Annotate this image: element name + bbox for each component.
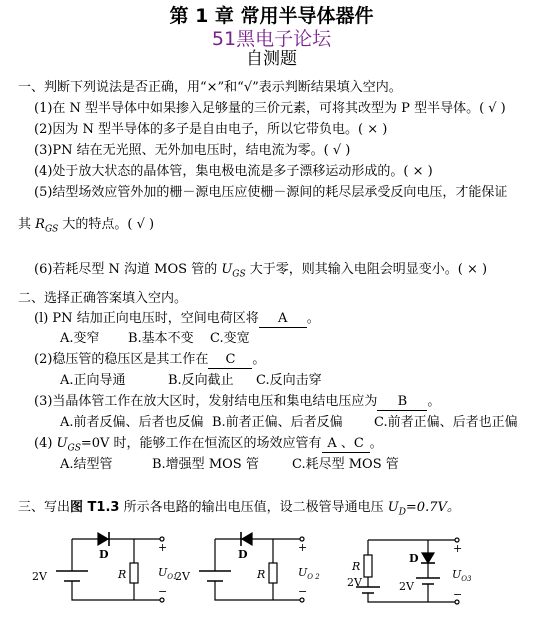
c2-output: $U_{O 2}$ [298,566,320,581]
s3-heading-mid: 所示各电路的输出电压值，设二极管导通电压 [119,500,388,515]
q4-ugs-symbol: U [56,436,68,451]
q1-stem: (l) PN 结加正向电压时，空间电荷区将 [34,311,259,326]
ugs-symbol: U [221,262,233,277]
circuit-figures [0,520,543,617]
q2-option-a: A.正向导通 [60,373,126,388]
ud-value: =0.7V。 [405,500,460,515]
diode-2-icon [242,533,252,545]
q4-option-c: C.耗尽型 MOS 管 [292,457,399,472]
c3-diode-label: D [409,552,419,565]
q4-option-a: A.结型管 [60,457,113,472]
c3-source-2: 2V [399,580,414,593]
q4-end: 。 [369,436,383,451]
q4-ugs-subscript: GS [67,443,81,454]
q2-option-c: C.反向击穿 [256,373,322,388]
c1-diode-label: D [99,548,109,561]
c3-resistor-label: R [352,560,361,573]
s3-heading-pre: 三、写出 [18,500,71,515]
judge-item-5-cont [18,217,154,238]
choice-q1 [34,311,320,328]
q3-option-b: B.前者正偏、后者反偏 [212,415,343,430]
ud-subscript: D [398,507,406,518]
c2-diode-label: D [238,548,248,561]
item5-prefix: 其 [18,217,36,232]
c1-resistor-label: R [118,568,127,581]
q2-end: 。 [252,352,266,367]
rgs-symbol: R [35,217,45,232]
diode-3-icon [422,553,434,563]
item6-prefix: (6)若耗尽型 N 沟道 MOS 管的 [34,262,222,277]
c1-source: 2V [32,570,47,583]
c2-minus: − [298,585,308,598]
item6-suffix: 大于零，则其输入电阻会明显变小。( × ) [245,262,488,277]
circuit-1 [56,532,164,602]
circuit-2 [199,532,304,602]
c2-source: 2V [175,570,190,583]
judge-item-5: (5)结型场效应管外加的栅－源电压应使栅－源间的耗尽层承受反向电压，才能保证 [34,185,508,200]
judge-item-3: (3)PN 结在无光照、无外加电压时，结电流为零。( √ ) [34,143,351,158]
c3-plus: + [453,542,463,555]
ud-symbol: U [387,500,399,515]
judge-item-4: (4)处于放大状态的晶体管，集电极电流是多子漂移运动形成的。( × ) [34,164,433,179]
c1-output: $U_{O1}$ [158,566,178,581]
choice-q2 [34,352,265,369]
item5-suffix: 大的特点。( √ ) [58,217,155,232]
figure-ref: 图 T1.3 [70,500,120,515]
q1-option-c: C.变宽 [210,331,250,346]
rgs-subscript: GS [44,224,59,235]
q3-end: 。 [427,394,441,409]
subtitle: 自测题 [246,49,297,69]
c1-plus: + [158,541,168,554]
q2-option-b: B.反向截止 [168,373,234,388]
q4-stem-mid: =0V 时，能够工作在恒流区的场效应管有 [80,436,322,451]
q3-option-c: C.前者正偏、后者也正偏 [374,415,518,430]
c2-plus: + [298,541,308,554]
q4-answer: A 、C [322,436,370,453]
diode-1-icon [98,533,108,545]
c3-minus: − [453,588,463,601]
q4-option-b: B.增强型 MOS 管 [152,457,259,472]
section2-heading: 二、选择正确答案填入空内。 [18,291,188,306]
circuit-3 [356,538,459,604]
judge-item-2: (2)因为 N 型半导体的多子是自由电子，所以它带负电。( × ) [34,122,388,137]
c3-source-1: 2V [347,576,362,589]
chapter-title: 第 1 章 常用半导体器件 [169,5,374,27]
forum-name[interactable]: 51黑电子论坛 [211,28,332,50]
q1-option-b: B.基本不变 [128,331,194,346]
q4-stem-pre: (4) [34,436,57,451]
choice-q4 [34,436,383,457]
q1-option-a: A.变窄 [60,331,100,346]
c3-output: $U_{O3}$ [452,568,472,583]
c1-minus: − [158,585,168,598]
section3-heading [18,500,460,521]
section1-heading: 一、判断下列说法是否正确，用“×”和“√”表示判断结果填入空内。 [18,80,402,95]
q3-answer: B [377,394,427,411]
choice-q3 [34,394,440,411]
q1-answer: A [259,311,307,328]
judge-item-6 [34,262,487,283]
c2-resistor-label: R [257,568,266,581]
q3-stem: (3)当晶体管工作在放大区时，发射结电压和集电结电压应为 [34,394,378,409]
q2-answer: C [208,352,252,369]
q2-stem: (2)稳压管的稳压区是其工作在 [34,352,209,367]
ugs-subscript: GS [232,269,246,280]
q3-option-a: A.前者反偏、后者也反偏 [60,415,204,430]
q1-end: 。 [306,311,320,326]
judge-item-1: (1)在 N 型半导体中如果掺入足够量的三价元素，可将其改型为 P 型半导体。( √ ) [34,101,506,116]
